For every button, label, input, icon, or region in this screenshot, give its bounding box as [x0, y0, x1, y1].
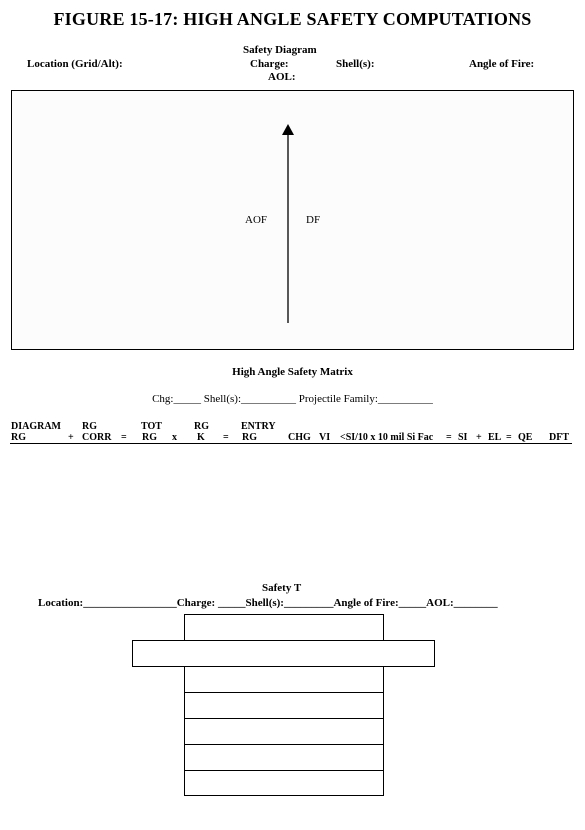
formula-chg: CHG — [288, 432, 311, 443]
formula-equals-3: = — [446, 432, 452, 443]
charge-label: Charge: — [250, 58, 289, 70]
matrix-heading: High Angle Safety Matrix — [232, 366, 353, 378]
formula-si-fac: <SI/10 x 10 mil Si Fac — [340, 432, 434, 443]
safety-t-heading: Safety T — [262, 582, 302, 594]
safety-t-cell-4[interactable] — [184, 692, 384, 719]
safety-t-cell-3[interactable] — [184, 666, 384, 693]
formula-dft: DFT — [549, 432, 569, 443]
safety-t-cell-7[interactable] — [184, 770, 384, 796]
formula-vi: VI — [319, 432, 331, 443]
formula-si: SI — [458, 432, 468, 443]
matrix-header-tot: TOT — [141, 421, 162, 432]
direction-arrow — [12, 91, 573, 349]
formula-plus: + — [68, 432, 74, 443]
safety-diagram-heading: Safety Diagram — [243, 44, 317, 56]
formula-rg-3: RG — [242, 432, 257, 443]
arrow-head — [282, 124, 294, 135]
safety-t-cell-5[interactable] — [184, 718, 384, 745]
matrix-header-diagram: DIAGRAM — [11, 421, 61, 432]
formula-rg-2: RG — [142, 432, 157, 443]
formula-rg: RG — [11, 432, 26, 443]
aof-label: AOF — [245, 214, 268, 226]
formula-qe: QE — [518, 432, 533, 443]
formula-equals-1: = — [121, 432, 127, 443]
safety-diagram-box — [11, 90, 574, 350]
safety-t-cell-1[interactable] — [184, 614, 384, 641]
formula-k: K — [197, 432, 205, 443]
formula-el: EL — [488, 432, 502, 443]
df-label: DF — [306, 214, 321, 226]
formula-corr: CORR — [82, 432, 112, 443]
formula-times: x — [172, 432, 177, 443]
matrix-header-entry: ENTRY — [241, 421, 276, 432]
formula-equals-2: = — [223, 432, 229, 443]
matrix-header-rg2: RG — [194, 421, 209, 432]
location-label: Location (Grid/Alt): — [27, 58, 123, 70]
formula-equals-4: = — [506, 432, 512, 443]
page-title: FIGURE 15-17: HIGH ANGLE SAFETY COMPUTATIONS — [53, 9, 532, 29]
matrix-header-rg: RG — [82, 421, 97, 432]
formula-plus-2: + — [476, 432, 482, 443]
safety-t-crossbar[interactable] — [132, 640, 435, 667]
aol-label: AOL: — [268, 71, 296, 83]
shells-label: Shell(s): — [336, 58, 375, 70]
safety-t-cell-6[interactable] — [184, 744, 384, 771]
matrix-header-underline — [10, 443, 572, 444]
safety-t-fields: Location:_________________Charge: _____Shell(s):_________Angle of Fire:_____AOL:________ — [38, 597, 498, 609]
angle-of-fire-label: Angle of Fire: — [469, 58, 535, 70]
matrix-params: Chg:_____ Shell(s):__________ Projectile Family:__________ — [152, 393, 433, 405]
